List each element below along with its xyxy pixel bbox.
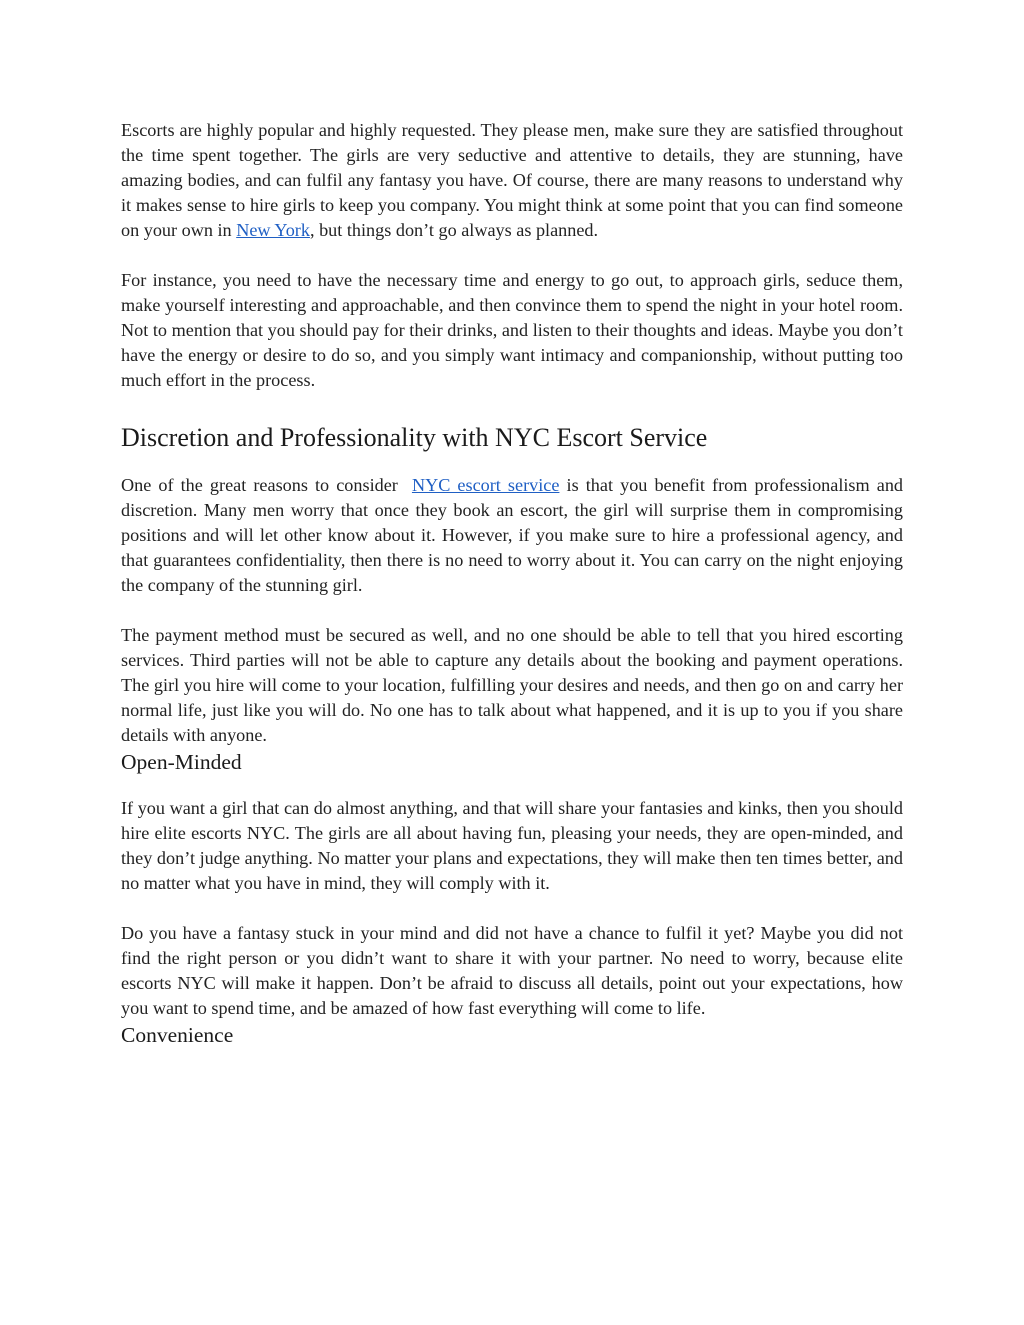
nyc-escort-service-link[interactable]: NYC escort service <box>411 475 560 495</box>
document-page <box>121 118 903 1049</box>
new-york-link[interactable]: New York <box>236 220 310 240</box>
intro-text-end: , but things don’t go always as planned. <box>309 220 599 240</box>
instance-paragraph: For instance, you need to have the necessary time and energy to go out, to approach girls, seduce them, make yourself interesting and approachable, and then convince them to spend the night in your hotel room. Not to mention that you should pay for their drinks, and listen to their thoughts and ideas. Maybe you don’t have the energy or desire to do so, and you simply want intimacy and companionship, without putting too much effort in the process. <box>121 270 903 390</box>
intro-paragraph <box>121 118 903 243</box>
discretion-text-start: One of the great reasons to consider <box>121 475 405 495</box>
intro-text-start: Escorts are highly popular and highly requested. They please men, make sure they are satisfied throughout the time spent together. The girls are very seductive and attentive to details, they are stunning, have amazing bodies, and can fulfil any fantasy you have. Of course, there are many reasons to understand why it makes sense to hire girls to keep you company. You might think at some point that you can find someone on your own in <box>121 120 903 240</box>
open-minded-paragraph: If you want a girl that can do almost anything, and that will share your fantasies and kinks, then you should hire elite escorts NYC. The girls are all about having fun, pleasing your needs, they are open-minded, and they don’t judge anything. No matter your plans and expectations, they will make then ten times better, and no matter what you have in mind, they will comply with it. <box>121 798 903 893</box>
fantasy-paragraph: Do you have a fantasy stuck in your mind and did not have a chance to fulfil it yet? Maybe you did not find the right person or you didn’t want to share it with your partner. No need to worry, because elite escorts NYC will make it happen. Don’t be afraid to discuss all details, point out your expectations, how you want to spend time, and be amazed of how fast everything will come to life. <box>121 923 903 1018</box>
convenience-heading: Convenience <box>121 1023 234 1047</box>
discretion-paragraph <box>121 473 903 598</box>
discretion-heading: Discretion and Professionality with NYC Escort Service <box>121 423 708 452</box>
discretion-text-end: is that you benefit from professionalism and discretion. Many men worry that once they book an escort, the girl will surprise them in compromising positions and will let other know about it. However, if you make sure to hire a professional agency, and that guarantees confidentiality, then there is no need to worry about it. You can carry on the night enjoying the company of the stunning girl. <box>121 475 904 595</box>
open-minded-heading: Open-Minded <box>121 750 242 774</box>
payment-paragraph: The payment method must be secured as well, and no one should be able to tell that you hired escorting services. Third parties will not be able to capture any details about the booking and payment operations. The girl you hire will come to your location, fulfilling your desires and needs, and then go on and carry her normal life, just like you will do. No one has to talk about what happened, and it is up to you if you share details with anyone. <box>121 625 903 745</box>
